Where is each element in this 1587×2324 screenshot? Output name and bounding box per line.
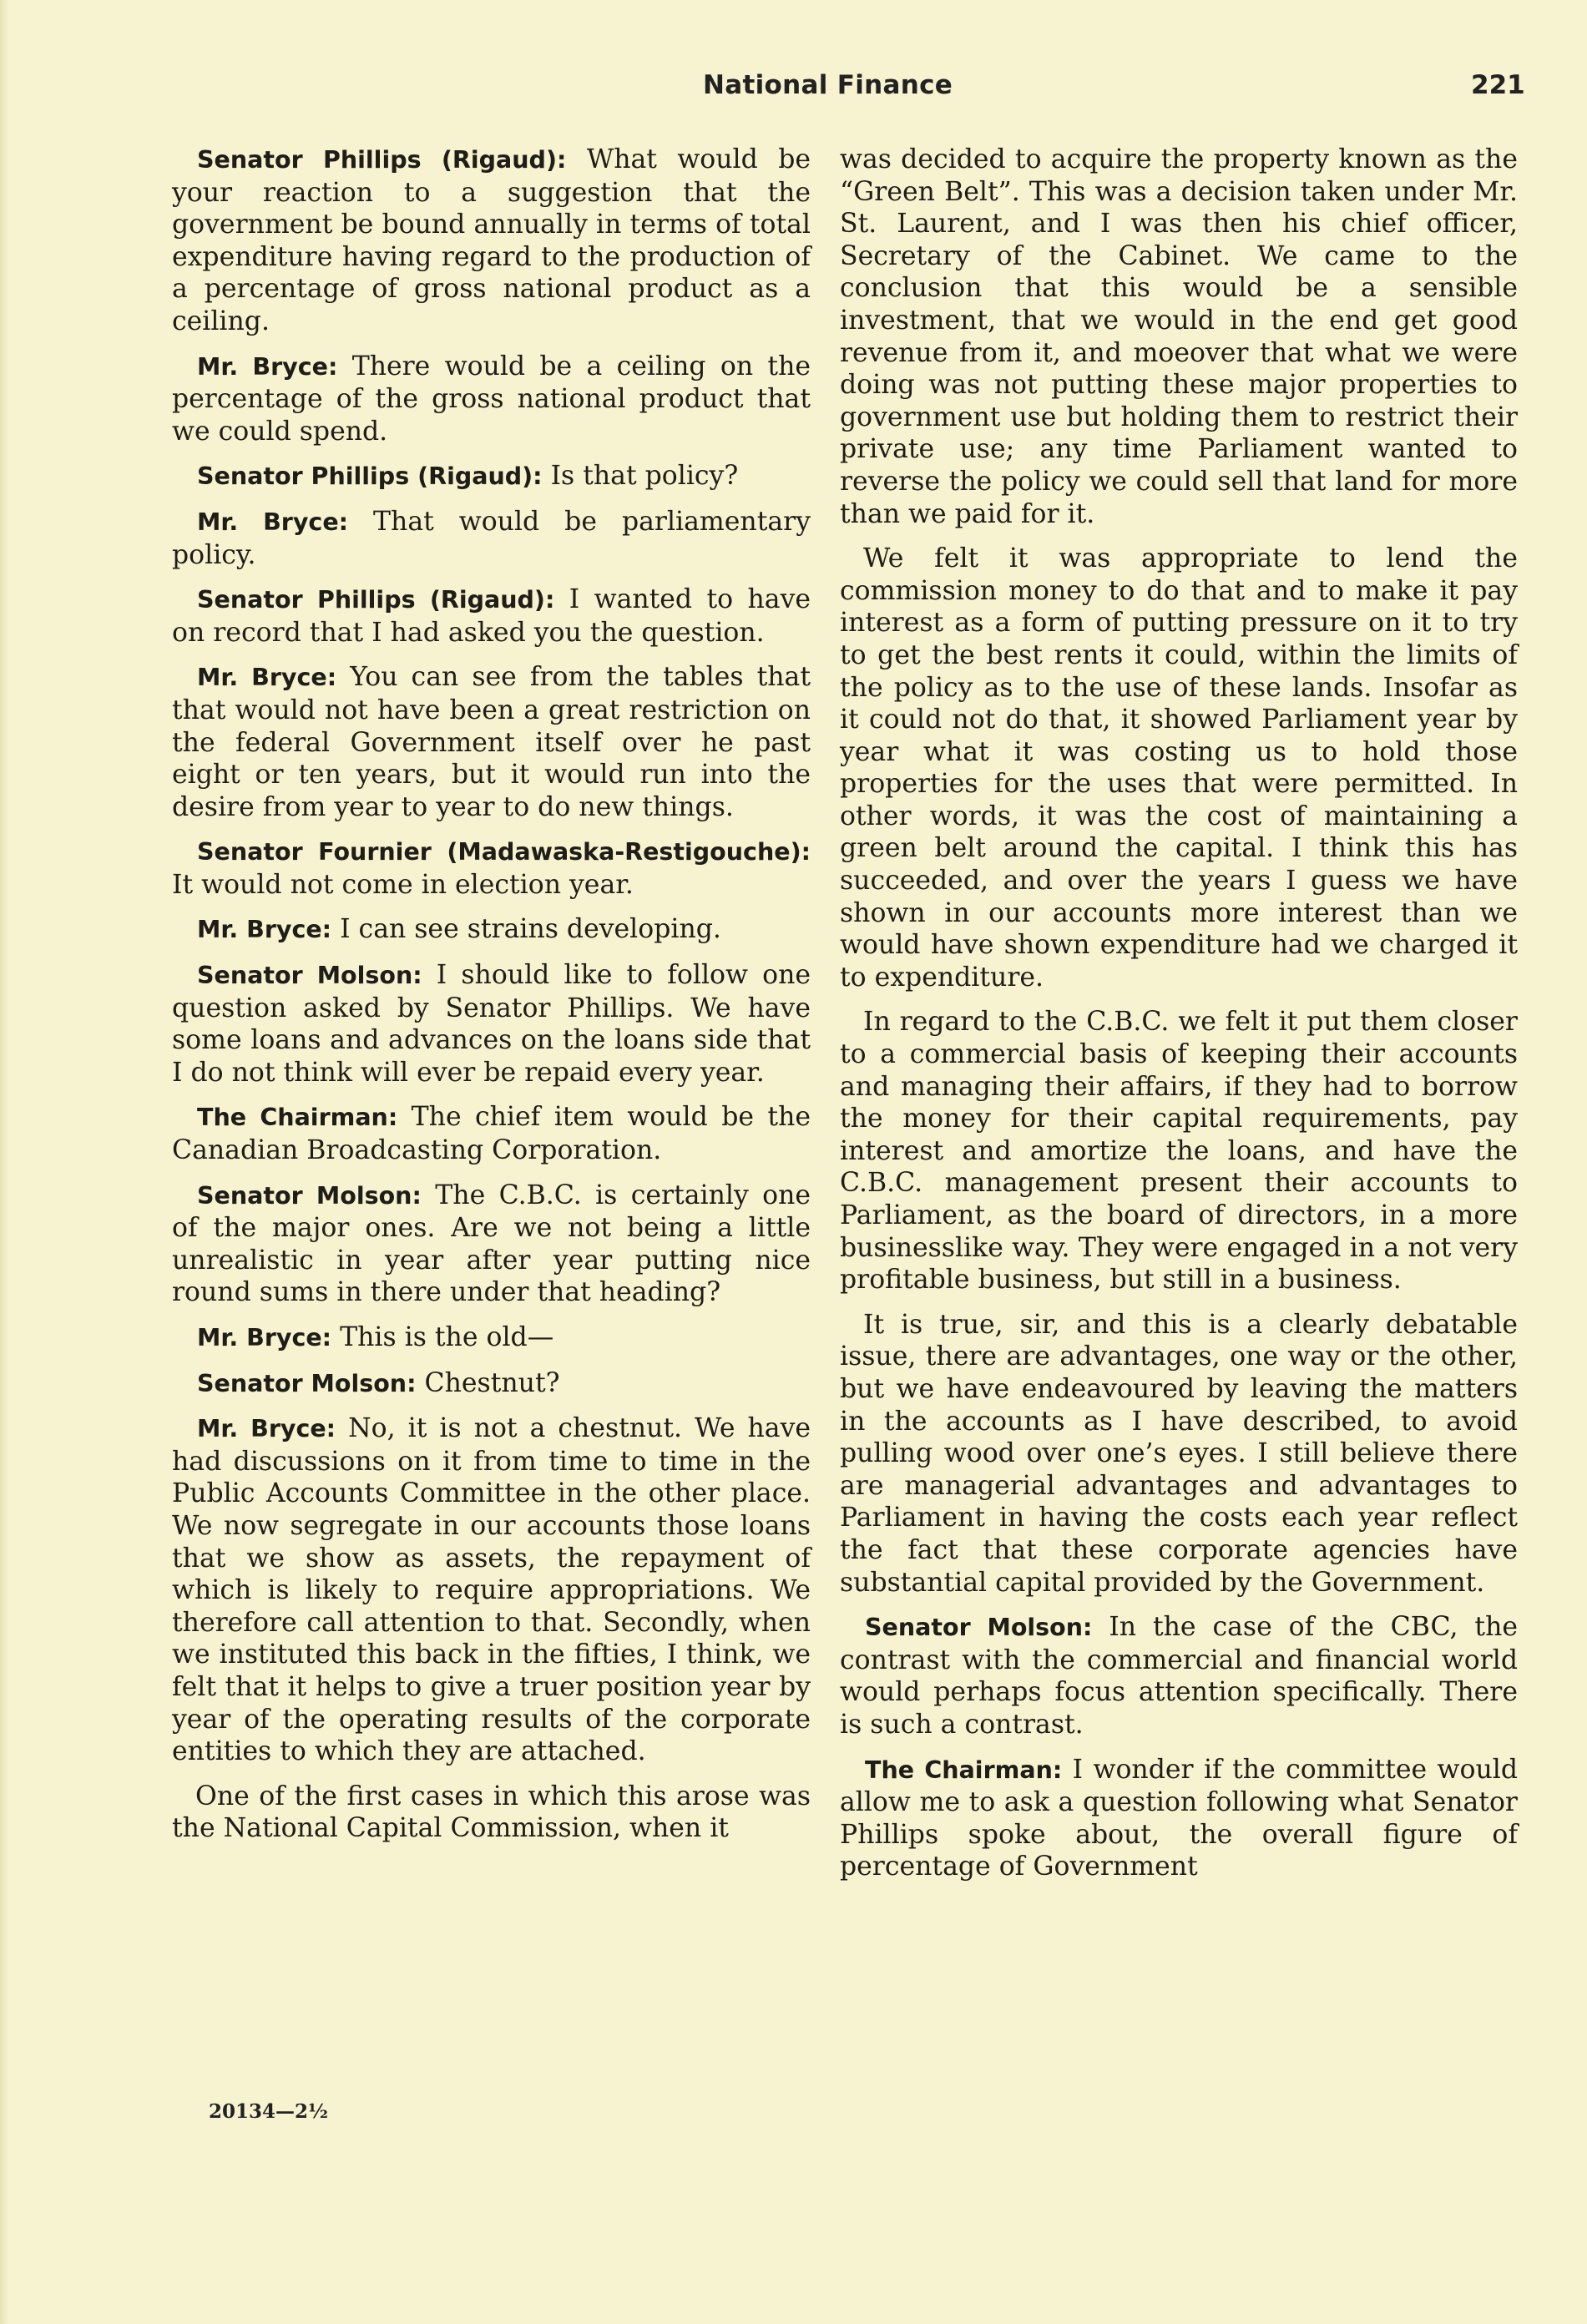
speaker-name: Mr. Bryce: [197,352,338,381]
paragraph-text: I can see strains developing. [340,914,721,945]
paragraph-text: No, it is not a chestnut. We have had discussions on it from time to time in the Public Accounts Committee in the other place. We now segregate in our accounts those loans that we show as assets, the repayment of which is likely to require appropriations. We therefore call attention to that. Secondly, when we instituted this back in the fifties, I think, we felt that it helps to give a truer position year by year of the operating results of the corporate entities to which they are attached. [172,1413,811,1767]
paragraph-text: I wanted to have on record that I had asked you the question. [172,584,811,648]
paragraph [172,661,811,823]
paragraph-text: Is that policy? [550,461,739,492]
paragraph [172,1321,811,1355]
paragraph [172,506,811,571]
speaker-name: Senator Phillips (Rigaud): [197,586,555,614]
paragraph [172,1781,811,1845]
speaker-name: Senator Molson: [865,1614,1093,1642]
paragraph [840,144,1518,530]
paragraph-text: This is the old— [340,1322,554,1352]
page-edge-shadow [0,0,8,2324]
speaker-name: Mr. Bryce: [197,1415,336,1443]
paragraph [172,584,811,649]
paragraph-text: We felt it was appropriate to lend the commission money to do that and to make it pay interest as a form of putting pressure on it to try to get the best rents it could, within the limits of the policy as to the use of these lands. Insofar as it could not do that, it showed Parliament year by year what it was costing us to hold those properties for the uses that were permitted. In other words, it was the cost of maintaining a green belt around the capital. I think this has succeeded, and over the years I guess we have shown in our accounts more interest than we would have shown expenditure had we charged it to expenditure. [840,543,1518,993]
paragraph [840,1006,1518,1296]
paragraph [840,1754,1518,1883]
paragraph [172,1101,811,1166]
paragraph [172,351,811,448]
paragraph-text: Chestnut? [424,1367,560,1398]
paragraph-text: In regard to the C.B.C. we felt it put them closer to a commercial basis of keeping their accounts and managing their affairs, if they had to borrow the money for their capital requirements, pay interest and amortize the loans, and have the C.B.C. management present their accounts to Parliament, as the board of directors, in a more businesslike way. They were engaged in a not very profitable business, but still in a business. [840,1007,1518,1296]
paragraph [840,1611,1518,1740]
speaker-name: The Chairman: [865,1756,1063,1784]
speaker-name: Mr. Bryce: [197,508,349,536]
paragraph-text: I wonder if the committee would allow me to ask a question following what Senator Phillips spoke about, the overall figure of percentage of Government [840,1754,1518,1882]
page-number: 221 [1471,70,1525,100]
paragraph [172,1180,811,1309]
paragraph [172,460,811,493]
paragraph-text: It is true, sir, and this is a clearly debatable issue, there are advantages, one way or the other, but we have endeavoured by leaving the matters in the accounts as I have described, to avoid pulling wood over one’s eyes. I still believe there are managerial advantages and advantages to Parliament in having the costs each year reflect the fact that these corporate agencies have substantial capital provided by the Government. [840,1309,1518,1598]
paragraph [172,836,811,901]
speaker-name: Mr. Bryce: [197,916,332,944]
paragraph-text: was decided to acquire the property known as the “Green Belt”. This was a decision taken under Mr. St. Laurent, and I was then his chief officer, Secretary of the Cabinet. We came to the conclusion that this would be a sensible investment, that we would in the end get good revenue from it, and moeover that what we were doing was not putting these major properties to government use but holding them to restrict their private use; any time Parliament wanted to reverse the policy we could sell that land for more than we paid for it. [840,144,1518,529]
speaker-name: Senator Molson: [197,1181,422,1210]
speaker-name: The Chairman: [197,1104,398,1132]
speaker-name: Mr. Bryce: [197,1324,332,1351]
speaker-name: Senator Fournier (Madawaska-Restigouche): [197,838,811,866]
speaker-name: Senator Phillips (Rigaud): [197,146,567,174]
paragraph-text: The C.B.C. is certainly one of the major ones. Are we not being a little unrealistic in year after year putting nice round sums in there under that heading? [172,1180,811,1308]
paragraph [840,1309,1518,1599]
paragraph [172,959,811,1089]
paragraph [172,144,811,338]
speaker-name: Senator Phillips (Rigaud): [197,462,543,491]
paragraph [172,1367,811,1401]
paragraph [840,543,1518,993]
right-column [840,144,1518,1896]
speaker-name: Senator Molson: [197,1369,417,1397]
speaker-name: Senator Molson: [197,962,422,990]
paragraph [172,1412,811,1768]
paragraph-text: What would be your reaction to a suggestion that the government be bound annually in terms of total expenditure having regard to the production of a percentage of gross national product as a ceiling. [172,144,811,336]
paragraph-text: I should like to follow one question asked by Senator Phillips. We have some loans and advances on the loans side that I do not think will ever be repaid every year. [172,960,811,1088]
running-head-title: National Finance [703,70,953,100]
paragraph-text: You can see from the tables that that would not have been a great restriction on the federal Government itself over he past eight or ten years, but it would run into the desire from year to year to do new things. [172,662,811,822]
paragraph-text: There would be a ceiling on the percentage of the gross national product that we could spend. [172,351,811,447]
paragraph-text: It would not come in election year. [172,869,634,900]
printer-code: 20134—2½ [209,2100,329,2123]
paragraph [172,913,811,947]
paragraph-text: The chief item would be the Canadian Broadcasting Corporation. [172,1102,811,1166]
paragraph-text: One of the first cases in which this arose was the National Capital Commission, when it [172,1781,811,1844]
paragraph-text: That would be parliamentary policy. [172,506,811,570]
speaker-name: Mr. Bryce: [197,664,337,692]
left-column [172,144,811,1857]
paragraph-text: In the case of the CBC, the contrast with the commercial and financial world would perhaps focus attention specifically. There is such a contrast. [840,1612,1519,1740]
